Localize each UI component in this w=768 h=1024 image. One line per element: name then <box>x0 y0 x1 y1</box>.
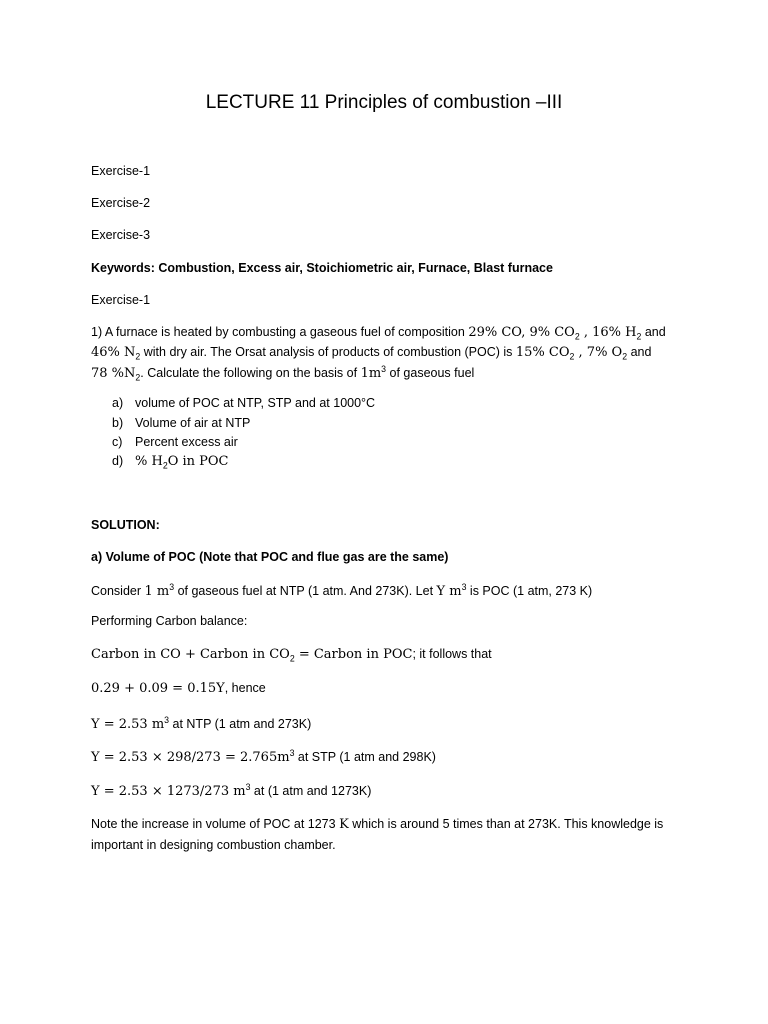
list-item-a: a) volume of POC at NTP, STP and at 1000°C <box>112 396 376 410</box>
exercise-link-1[interactable]: Exercise-1 <box>91 164 151 178</box>
equation-3: Y = 2.53 $m^3$ at NTP (1 atm and 273K) <box>91 715 312 733</box>
exercise-heading: Exercise-1 <box>91 293 151 307</box>
problem-line-2: 46% $N_2$ with dry air. The Orsat analysis of products of combustion (POC) is 15% $CO_2$ , 7% $O_2$ and <box>91 345 652 362</box>
keywords-line: Keywords: Combustion, Excess air, Stoichiometric air, Furnace, Blast furnace <box>91 261 553 275</box>
list-item-c: c) Percent excess air <box>112 435 238 449</box>
equation-5: Y = 2.53 × 1273/273 $m^3$ at (1 atm and 1273K) <box>91 782 372 800</box>
part-a-heading: a) Volume of POC (Note that POC and flue gas are the same) <box>91 550 449 564</box>
exercise-link-3[interactable]: Exercise-3 <box>91 228 151 242</box>
equation-2: 0.29 + 0.09 = 0.15Y, hence <box>91 681 266 696</box>
page-title: LECTURE 11 Principles of combustion –III <box>205 92 563 113</box>
consider-line: Consider 1 $m^3$ of gaseous fuel at NTP (1 atm. And 273K). Let Y $m^3$ is POC (1 atm, 273 K) <box>91 582 593 600</box>
exercise-link-2[interactable]: Exercise-2 <box>91 196 151 210</box>
carbon-balance-line: Performing Carbon balance: <box>91 614 248 628</box>
list-item-d: d) % $H_2O$ in POC <box>112 454 229 471</box>
equation-4: $Y = 2.53 \times 298/273 = 2.765m^3$ at STP (1 atm and 298K) <box>91 748 436 766</box>
note-paragraph: Note the increase in volume of POC at 1273 K which is around 5 times than at 273K. This knowledge is important in designing combustion chamber. <box>91 817 664 852</box>
solution-heading: SOLUTION: <box>91 518 160 532</box>
problem-line-1: 1) A furnace is heated by combusting a gaseous fuel of composition 29% CO, 9% $CO_2$ , 16% $H_2$ and <box>91 325 666 342</box>
equation-1: Carbon in CO + Carbon in $CO_2$ = Carbon in POC; it follows that <box>91 647 492 664</box>
list-item-b: b) Volume of air at NTP <box>112 416 251 430</box>
problem-line-3: 78 $\%N_2$. Calculate the following on the basis of $1m^3$ of gaseous fuel <box>91 364 475 383</box>
